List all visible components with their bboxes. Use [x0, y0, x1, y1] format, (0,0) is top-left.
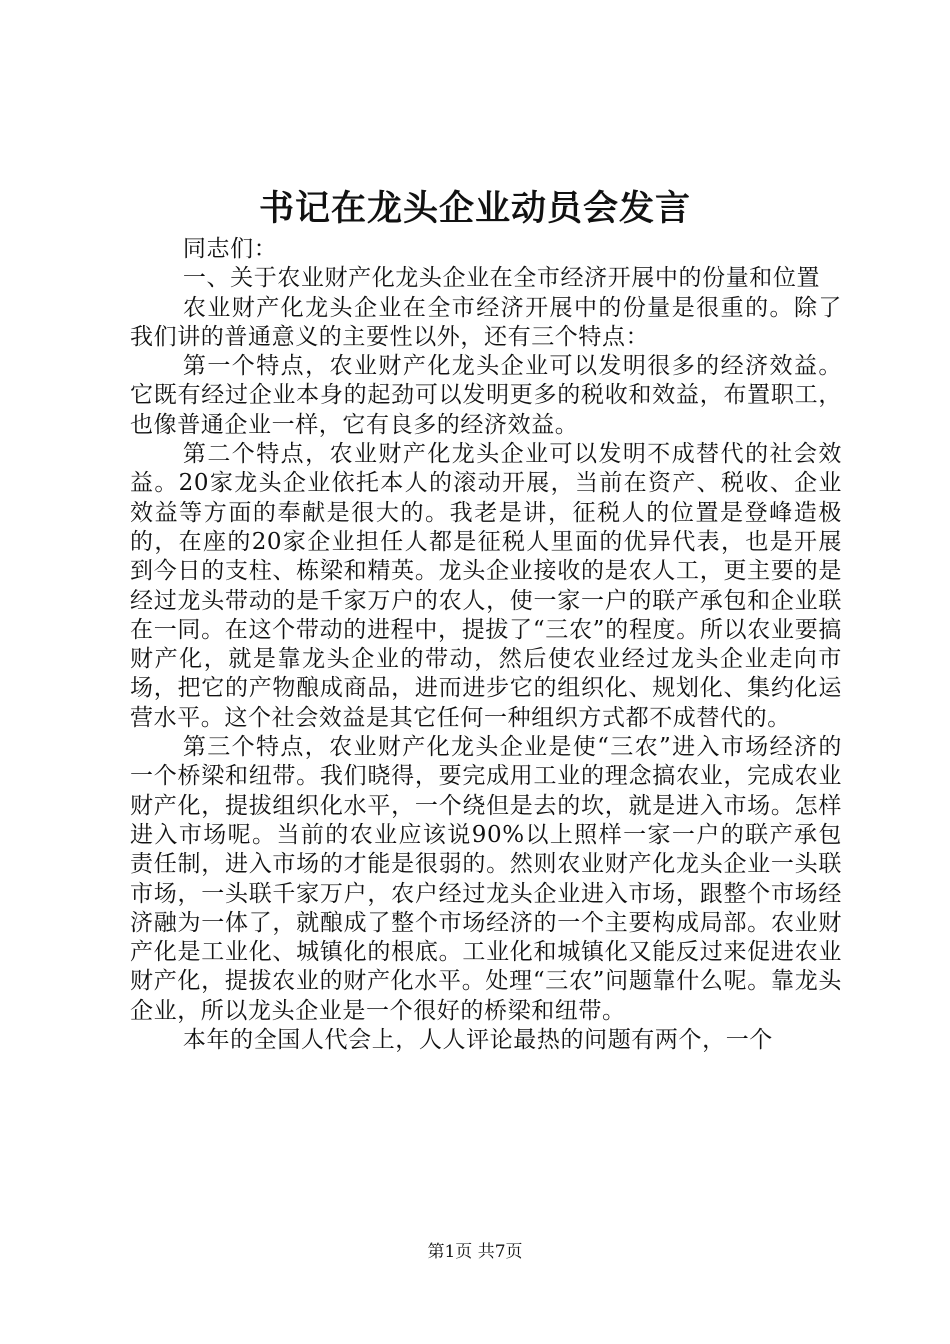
document-body [130, 235, 842, 1055]
paragraph-intro: 农业财产化龙头企业在全市经济开展中的份量是很重的。除了我们讲的普通意义的主要性以外，还有三个特点： [130, 294, 842, 350]
paragraph-npc: 本年的全国人代会上，人人评论最热的问题有两个，一个 [182, 1027, 773, 1054]
paragraph-salutation: 同志们： [182, 236, 278, 262]
document-title: 书记在龙头企业动员会发言 [258, 188, 691, 229]
paragraph-section-heading: 一、关于农业财产化龙头企业在全市经济开展中的份量和位置 [182, 265, 821, 292]
paragraph-second-feature: 第二个特点，农业财产化龙头企业可以发明不成替代的社会效益。20家龙头企业依托本人的滚动开展，当前在资产、税收、企业效益等方面的奉献是很大的。我老是讲，征税人的位置是登峰造极的，在座的20家企业担任人都是征税人里面的优异代表，也是开展到今日的支柱、栋梁和精英。龙头企业接收的是农人工，更主要的是经过龙头带动的是千家万户的农人，使一家一户的联产承包和企业联在一同。在这个带动的进程中，提拔了“三农”的程度。所以农业要搞财产化，就是靠龙头企业的带动，然后使农业经过龙头企业走向市场，把它的产物酿成商品，进而进步它的组织化、规划化、集约化运营水平。这个社会效益是其它任何一种组织方式都不成替代的。 [130, 441, 842, 731]
paragraph-third-feature: 第三个特点，农业财产化龙头企业是使“三农”进入市场经济的一个桥梁和纽带。我们晓得，要完成用工业的理念搞农业，完成农业财产化，提拔组织化水平，一个绕但是去的坎，就是进入市场。怎样进入市场呢。当前的农业应该说90%以上照样一家一户的联产承包责任制，进入市场的才能是很弱的。然则农业财产化龙头企业一头联市场，一头联千家万户，农户经过龙头企业进入市场，跟整个市场经济融为一体了，就酿成了整个市场经济的一个主要构成局部。农业财产化是工业化、城镇化的根底。工业化和城镇化又能反过来促进农业财产化，提拔农业的财产化水平。处理“三农”问题靠什么呢。靠龙头企业，所以龙头企业是一个很好的桥梁和纽带。 [130, 734, 842, 1024]
page-footer: 第1页 共7页 [427, 1242, 523, 1262]
paragraph-first-feature: 第一个特点，农业财产化龙头企业可以发明很多的经济效益。它既有经过企业本身的起劲可以发明更多的税收和效益，布置职工，也像普通企业一样，它有良多的经济效益。 [130, 353, 842, 438]
